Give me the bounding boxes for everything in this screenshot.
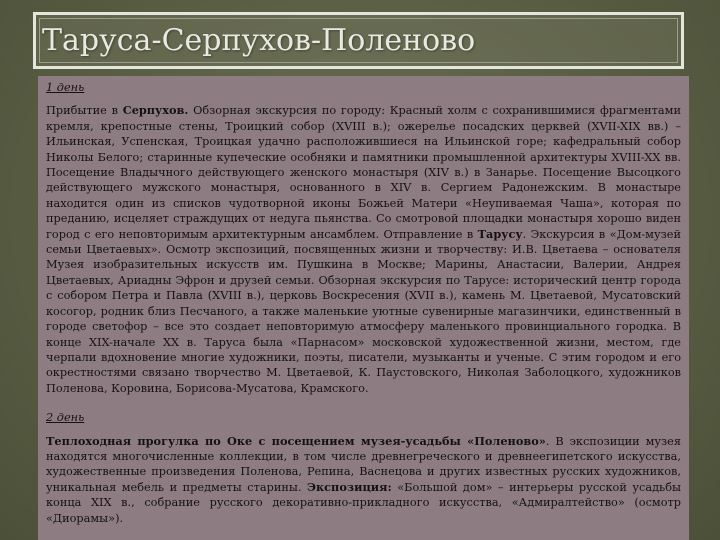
day2-paragraph — [46, 434, 681, 526]
day2-text-1: . В экспозиции музея находятся многочисленные коллекции, в том числе древнегреческого и древнеегипетского искусства, художественные произведения Поленова, Репина, Васнецова и других известных русских художников, уникальная мебель и предметы старины. — [46, 434, 681, 494]
day1-intro: Прибытие в — [46, 104, 118, 118]
content-panel — [38, 76, 689, 540]
day2-lead: Теплоходная прогулка по Оке с посещением музея-усадьбы «Поленово» — [46, 433, 546, 448]
day1-city-serpukhov: Серпухов. — [122, 103, 189, 118]
title-frame — [33, 12, 684, 69]
day1-label: 1 день — [46, 81, 85, 94]
day1-paragraph — [46, 103, 681, 396]
day2-exposition-label: Экспозиция: — [307, 479, 392, 494]
day2-label: 2 день — [46, 411, 85, 425]
day1-text-2: . Экскурсия в «Дом-музей семьи Цветаевых». Осмотр экспозиций, посвященных жизни и творчеству: И.В. Цветаева – основателя Музея изобразительных искусств им. Пушкина в Москве; Марины, Анастасии, Валерии, Андрея Цветаевых, Ариадны Эфрон и друзей семьи. Обзорная экскурсия по Тарусе: исторический центр города с собором Петра и Павла (XVIII в.), церковь Воскресения (XVII в.), камень М. Цветаевой, Мусатовский косогор, родник близ Песчаного, а также маленькие уютные сувенирные магазинчики, единственный в городе светофор – все это создает неповторимую атмосферу маленького провинциального городка. В конце XIX-начале XX в. Таруса была «Парнасом» московской художественной жизни, местом, где черпали вдохновение многие художники, поэты, писатели, музыканты и ученые. С этим городом и его окрестностями связано творчество М. Цветаевой, К. Паустовского, Николая Заболоцкого, художников Поленова, Коровина, Борисова-Мусатова, Крамского. — [46, 227, 681, 395]
day2-text-2: «Большой дом» – интерьеры русской усадьбы конца XIX в., собрание русского декоративно-прикладного искусства, «Адмиралтейство» (осмотр «Диорамы»). — [46, 480, 682, 525]
day1-city-tarusa: Тарусу — [477, 226, 523, 241]
day1-text-1: Обзорная экскурсия по городу: Красный холм с сохранившимися фрагментами кремля, крепостные стены, Троицкий собор (XVIII в.); ожерелье посадских церквей (XVII-XIX вв.) – Ильинская, Успенская, Троицкая удачно расположившиеся на Ильинской горе; кафедральный собор Николы Белого; старинные купеческие особняки и памятники промышленной архитектуры XVIII-XX вв. Посещение Владычного действующего женского монастыря (XIV в.) в Занарье. Посещение Высоцкого действующего мужского монастыря, основанного в XIV в. Сергием Радонежским. В монастыре находится один из списков чудотворной иконы Божьей Матери «Неупиваемая Чаша», которая по преданию, исцеляет страждущих от недуга пьянства. Со смотровой площадки монастыря хорошо виден город с его неповторимым архитектурным ансамблем. Отправление в — [46, 104, 681, 241]
slide-title: Таруса-Серпухов-Поленово — [42, 23, 476, 58]
